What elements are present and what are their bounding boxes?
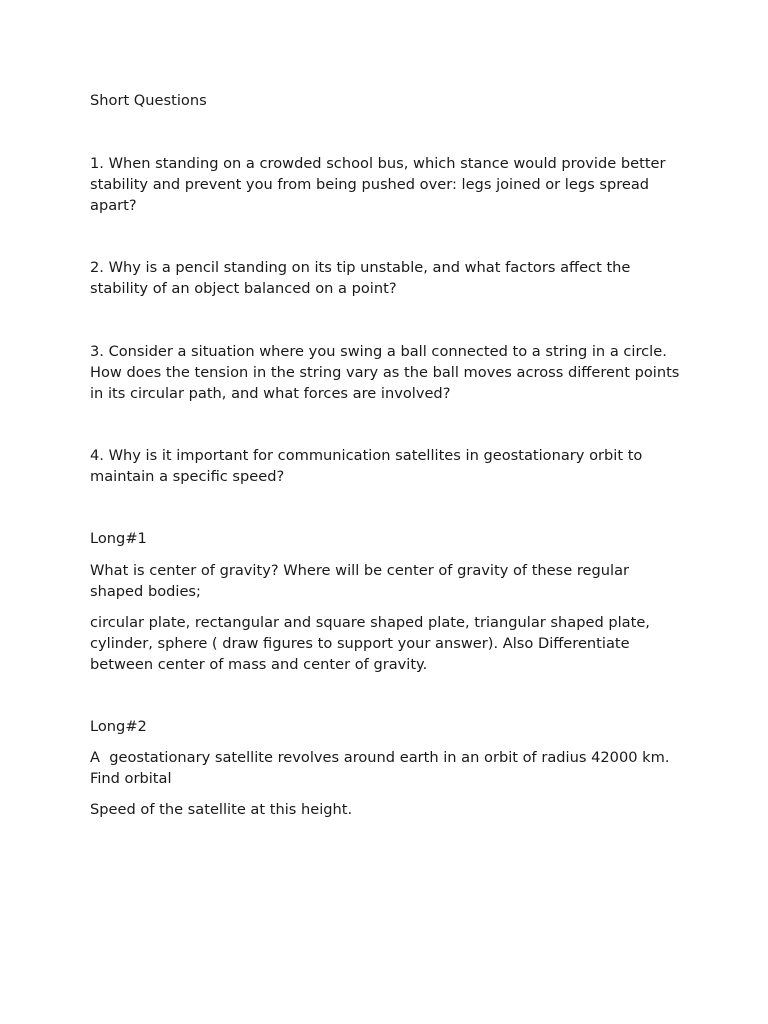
long-question-2-title: Long#2 [90,718,147,735]
short-question-2: 2. Why is a pencil standing on its tip unstable, and what factors affect the stability of an object balanced on a point? [90,259,636,297]
long-question-2-text: A geostationary satellite revolves around earth in an orbit of radius 42000 km. Find orbital [90,749,675,787]
short-question-4: 4. Why is it important for communication satellites in geostationary orbit to maintain a specific speed? [90,447,647,485]
short-question-1: 1. When standing on a crowded school bus, which stance would provide better stability and prevent you from being pushed over: legs joined or legs spread apart? [90,155,671,214]
document-page [90,90,685,820]
long-question-1-title: Long#1 [90,530,147,547]
long-question-2-text-continued: Speed of the satellite at this height. [90,801,353,818]
long-question-1-text-continued: circular plate, rectangular and square shaped plate, triangular shaped plate, cylinder, sphere ( draw figures to support your answer). Also Differentiate between center of mass and center of gravity. [90,614,655,673]
long-question-1-text: What is center of gravity? Where will be center of gravity of these regular shaped bodies; [90,562,634,600]
short-question-3: 3. Consider a situation where you swing a ball connected to a string in a circle. How does the tension in the string vary as the ball moves across different points in its circular path, and what forces are involved? [90,343,685,402]
section-heading-short-questions: Short Questions [90,92,207,109]
